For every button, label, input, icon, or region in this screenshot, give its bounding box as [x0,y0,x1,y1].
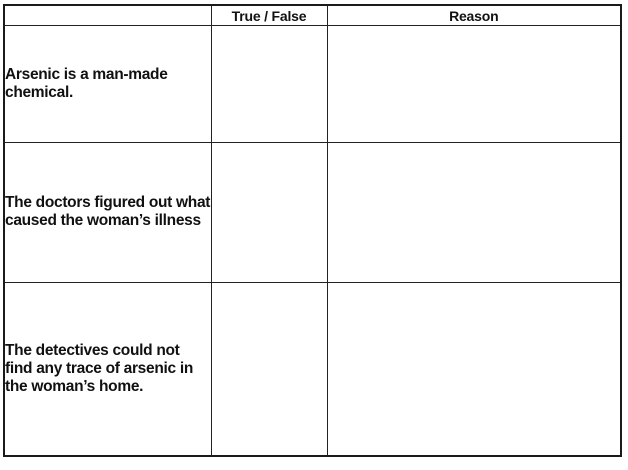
true-false-table [5,6,620,455]
statement-text: Arsenic is a man-made chemical. [5,66,168,102]
true-false-answer-cell[interactable] [211,143,327,282]
statement-text: The detectives could not find any trace of arsenic in the woman’s home. [5,341,193,395]
table-row [5,143,620,282]
worksheet-table-frame [3,4,622,457]
table-row [5,282,620,455]
reason-answer-cell[interactable] [327,143,620,282]
statement-cell [5,26,211,143]
true-false-answer-cell[interactable] [211,282,327,455]
table-row [5,26,620,143]
reason-answer-cell[interactable] [327,26,620,143]
header-row [5,6,620,26]
statement-cell [5,282,211,455]
header-statement [5,6,211,26]
statement-text: The doctors figured out what caused the woman’s illness [5,194,211,230]
reason-answer-cell[interactable] [327,282,620,455]
header-reason: Reason [327,6,620,26]
statement-cell [5,143,211,282]
true-false-answer-cell[interactable] [211,26,327,143]
header-true-false: True / False [211,6,327,26]
